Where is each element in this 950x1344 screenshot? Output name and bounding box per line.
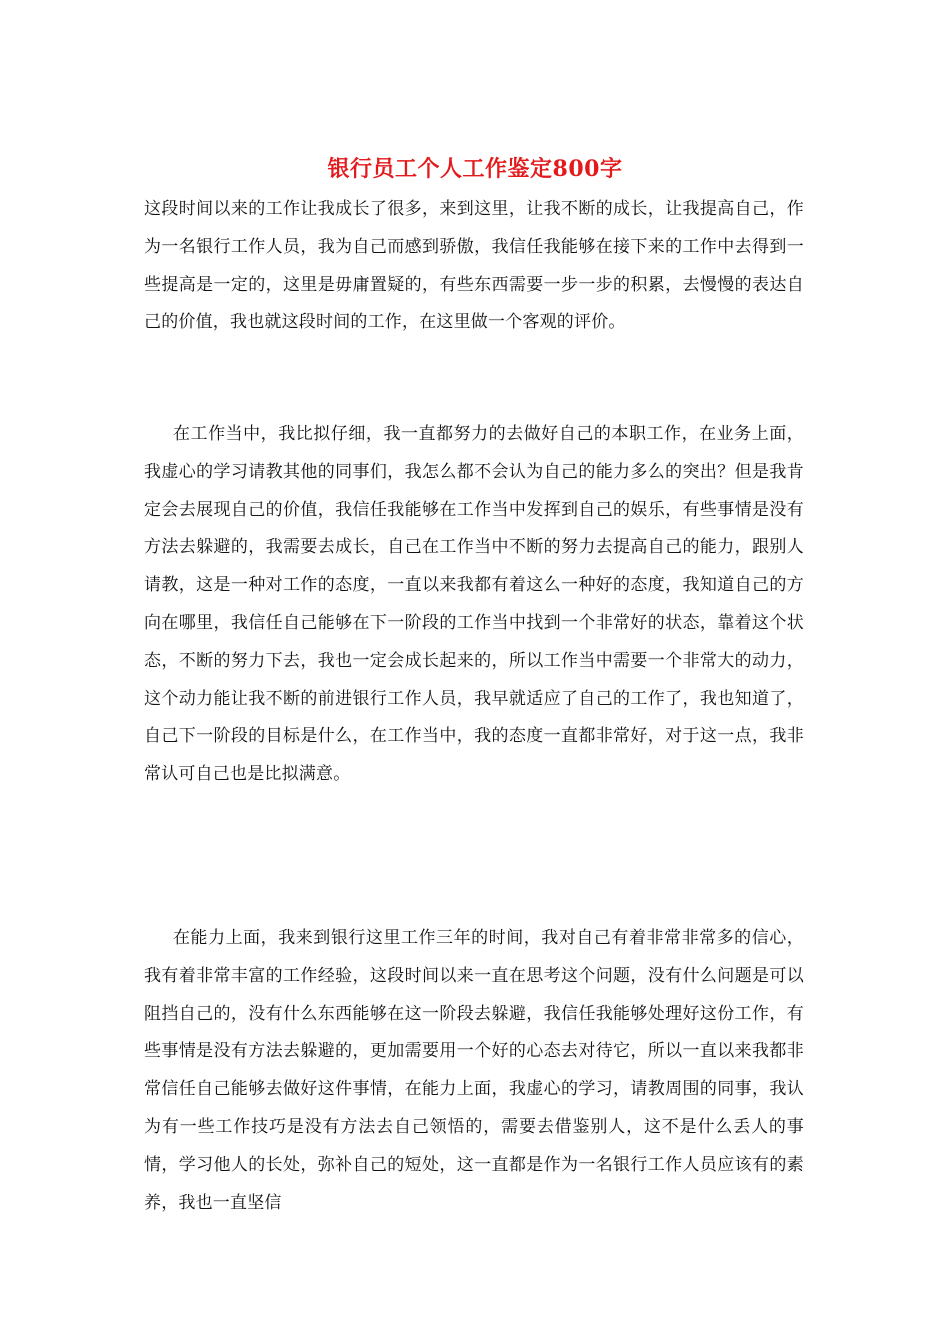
page-title: 银行员工个人工作鉴定800字	[327, 156, 623, 182]
paragraph-work-attitude: 在工作当中，我比拟仔细，我一直都努力的去做好自己的本职工作，在业务上面，我虚心的学习请教其他的同事们，我怎么都不会认为自己的能力多么的突出？但是我肯定会去展现自己的价值，我信任我能够在工作当中发挥到自己的娱乐，有些事情是没有方法去躲避的，我需要去成长，自己在工作当中不断的努力去提高自己的能力，跟别人请教，这是一种对工作的态度，一直以来我都有着这么一种好的态度，我知道自己的方向在哪里，我信任自己能够在下一阶段的工作当中找到一个非常好的状态，靠着这个状态，不断的努力下去，我也一定会成长起来的，所以工作当中需要一个非常大的动力，这个动力能让我不断的前进银行工作人员，我早就适应了自己的工作了，我也知道了，自己下一阶段的目标是什么，在工作当中，我的态度一直都非常好，对于这一点，我非常认可自己也是比拟满意。	[144, 424, 804, 785]
paragraph-intro: 这段时间以来的工作让我成长了很多，来到这里，让我不断的成长，让我提高自己，作为一名银行工作人员，我为自己而感到骄傲，我信任我能够在接下来的工作中去得到一些提高是一定的，这里是毋庸置疑的，有些东西需要一步一步的积累，去慢慢的表达自己的价值，我也就这段时间的工作，在这里做一个客观的评价。	[144, 199, 804, 333]
paragraph-ability: 在能力上面，我来到银行这里工作三年的时间，我对自己有着非常非常多的信心，我有着非常丰富的工作经验，这段时间以来一直在思考这个问题，没有什么问题是可以阻挡自己的，没有什么东西能够在这一阶段去躲避，我信任我能够处理好这份工作，有些事情是没有方法去躲避的，更加需要用一个好的心态去对待它，所以一直以来我都非常信任自己能够去做好这件事情，在能力上面，我虚心的学习，请教周围的同事，我认为有一些工作技巧是没有方法去自己领悟的，需要去借鉴别人，这不是什么丢人的事情，学习他人的长处，弥补自己的短处，这一直都是作为一名银行工作人员应该有的素养，我也一直坚信	[144, 928, 804, 1213]
